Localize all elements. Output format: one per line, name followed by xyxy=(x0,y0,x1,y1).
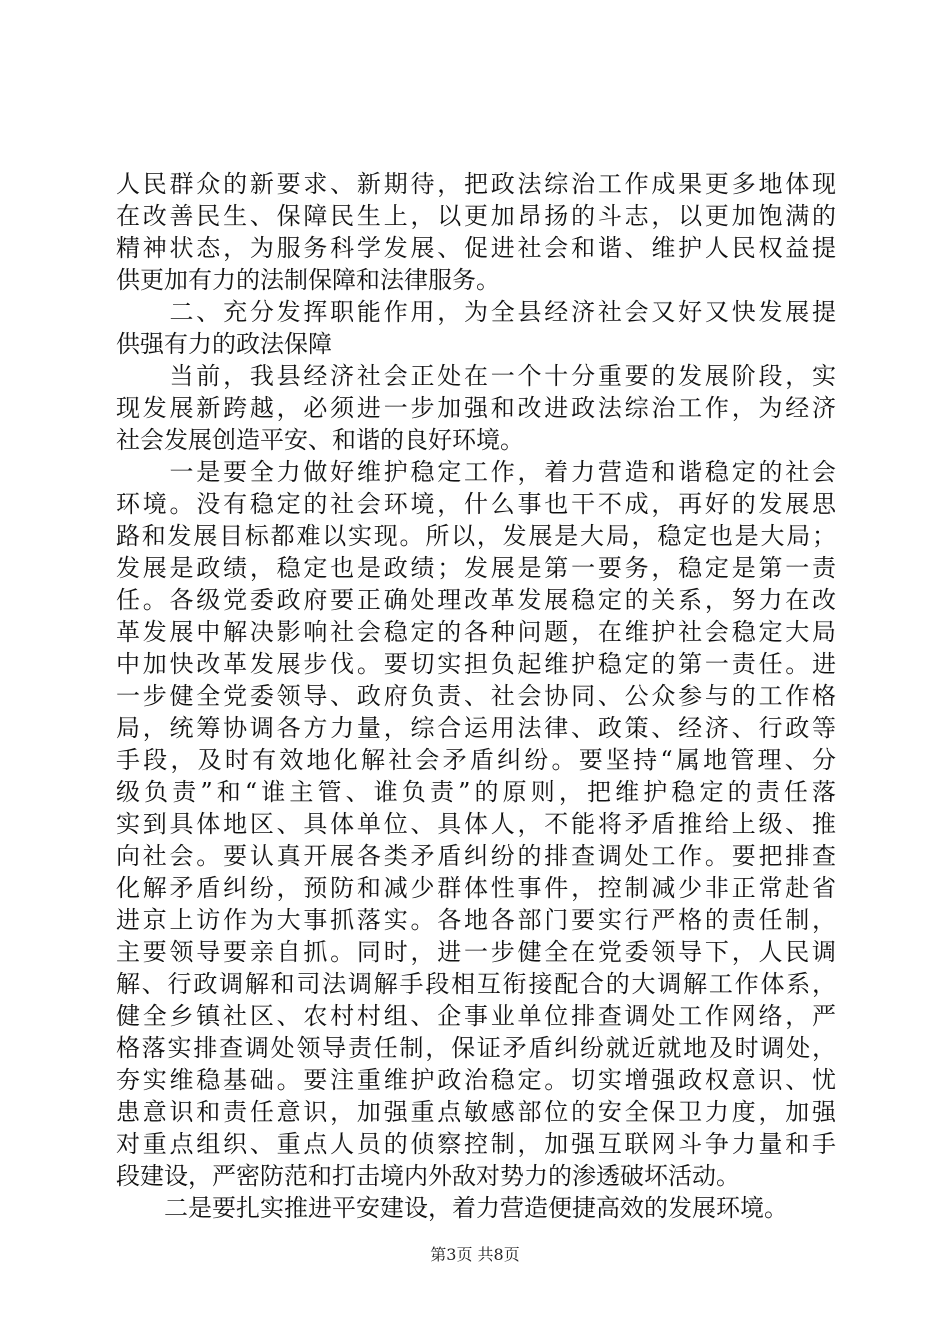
text-line: 段建设，严密防范和打击境内外敌对势力的渗透破坏活动。 xyxy=(116,1162,740,1190)
text-line: 局，统筹协调各方力量，综合运用法律、政策、经济、行政等 xyxy=(116,714,836,742)
text-line: 供更加有力的法制保障和法律服务。 xyxy=(116,266,500,294)
text-line: 手段，及时有效地化解社会矛盾纠纷。要坚持“属地管理、分 xyxy=(116,746,836,774)
text-line: 当前，我县经济社会正处在一个十分重要的发展阶段，实 xyxy=(116,362,836,390)
text-line: 进京上访作为大事抓落实。各地各部门要实行严格的责任制， xyxy=(116,906,836,934)
text-line: 在改善民生、保障民生上，以更加昂扬的斗志，以更加饱满的 xyxy=(116,202,836,230)
text-line: 解、行政调解和司法调解手段相互衔接配合的大调解工作体系， xyxy=(116,970,836,998)
text-line: 环境。没有稳定的社会环境，什么事也干不成，再好的发展思 xyxy=(116,490,836,518)
text-line: 人民群众的新要求、新期待，把政法综治工作成果更多地体现 xyxy=(116,170,836,198)
text-line: 革发展中解决影响社会稳定的各种问题，在维护社会稳定大局 xyxy=(116,618,836,646)
text-line: 发展是政绩，稳定也是政绩；发展是第一要务，稳定是第一责 xyxy=(116,554,836,582)
text-line: 一是要全力做好维护稳定工作，着力营造和谐稳定的社会 xyxy=(116,458,836,486)
text-line: 中加快改革发展步伐。要切实担负起维护稳定的第一责任。进 xyxy=(116,650,836,678)
text-line: 一步健全党委领导、政府负责、社会协同、公众参与的工作格 xyxy=(116,682,836,710)
text-line: 主要领导要亲自抓。同时，进一步健全在党委领导下，人民调 xyxy=(116,938,836,966)
text-line: 任。各级党委政府要正确处理改革发展稳定的关系，努力在改 xyxy=(116,586,836,614)
text-line: 级负责”和“谁主管、谁负责”的原则，把维护稳定的责任落 xyxy=(116,778,836,806)
text-line: 二是要扎实推进平安建设，着力营造便捷高效的发展环境。 xyxy=(116,1194,788,1222)
text-line: 化解矛盾纠纷，预防和减少群体性事件，控制减少非正常赴省 xyxy=(116,874,836,902)
text-line: 路和发展目标都难以实现。所以，发展是大局，稳定也是大局； xyxy=(116,522,836,550)
text-line: 实到具体地区、具体单位、具体人，不能将矛盾推给上级、推 xyxy=(116,810,836,838)
text-line: 向社会。要认真开展各类矛盾纠纷的排查调处工作。要把排查 xyxy=(116,842,836,870)
text-line: 格落实排查调处领导责任制，保证矛盾纠纷就近就地及时调处， xyxy=(116,1034,836,1062)
section-heading-line: 供强有力的政法保障 xyxy=(116,330,332,358)
text-line: 社会发展创造平安、和谐的良好环境。 xyxy=(116,426,524,454)
text-line: 夯实维稳基础。要注重维护政治稳定。切实增强政权意识、忧 xyxy=(116,1066,836,1094)
page-number: 第3页 共8页 xyxy=(430,1245,520,1264)
text-line: 现发展新跨越，必须进一步加强和改进政法综治工作，为经济 xyxy=(116,394,836,422)
body-text xyxy=(116,168,836,1224)
text-line: 健全乡镇社区、农村村组、企事业单位排查调处工作网络，严 xyxy=(116,1002,836,1030)
text-line: 对重点组织、重点人员的侦察控制，加强互联网斗争力量和手 xyxy=(116,1130,836,1158)
text-line: 精神状态，为服务科学发展、促进社会和谐、维护人民权益提 xyxy=(116,234,836,262)
section-heading-line: 二、充分发挥职能作用，为全县经济社会又好又快发展提 xyxy=(116,298,836,326)
text-line: 患意识和责任意识，加强重点敏感部位的安全保卫力度，加强 xyxy=(116,1098,836,1126)
